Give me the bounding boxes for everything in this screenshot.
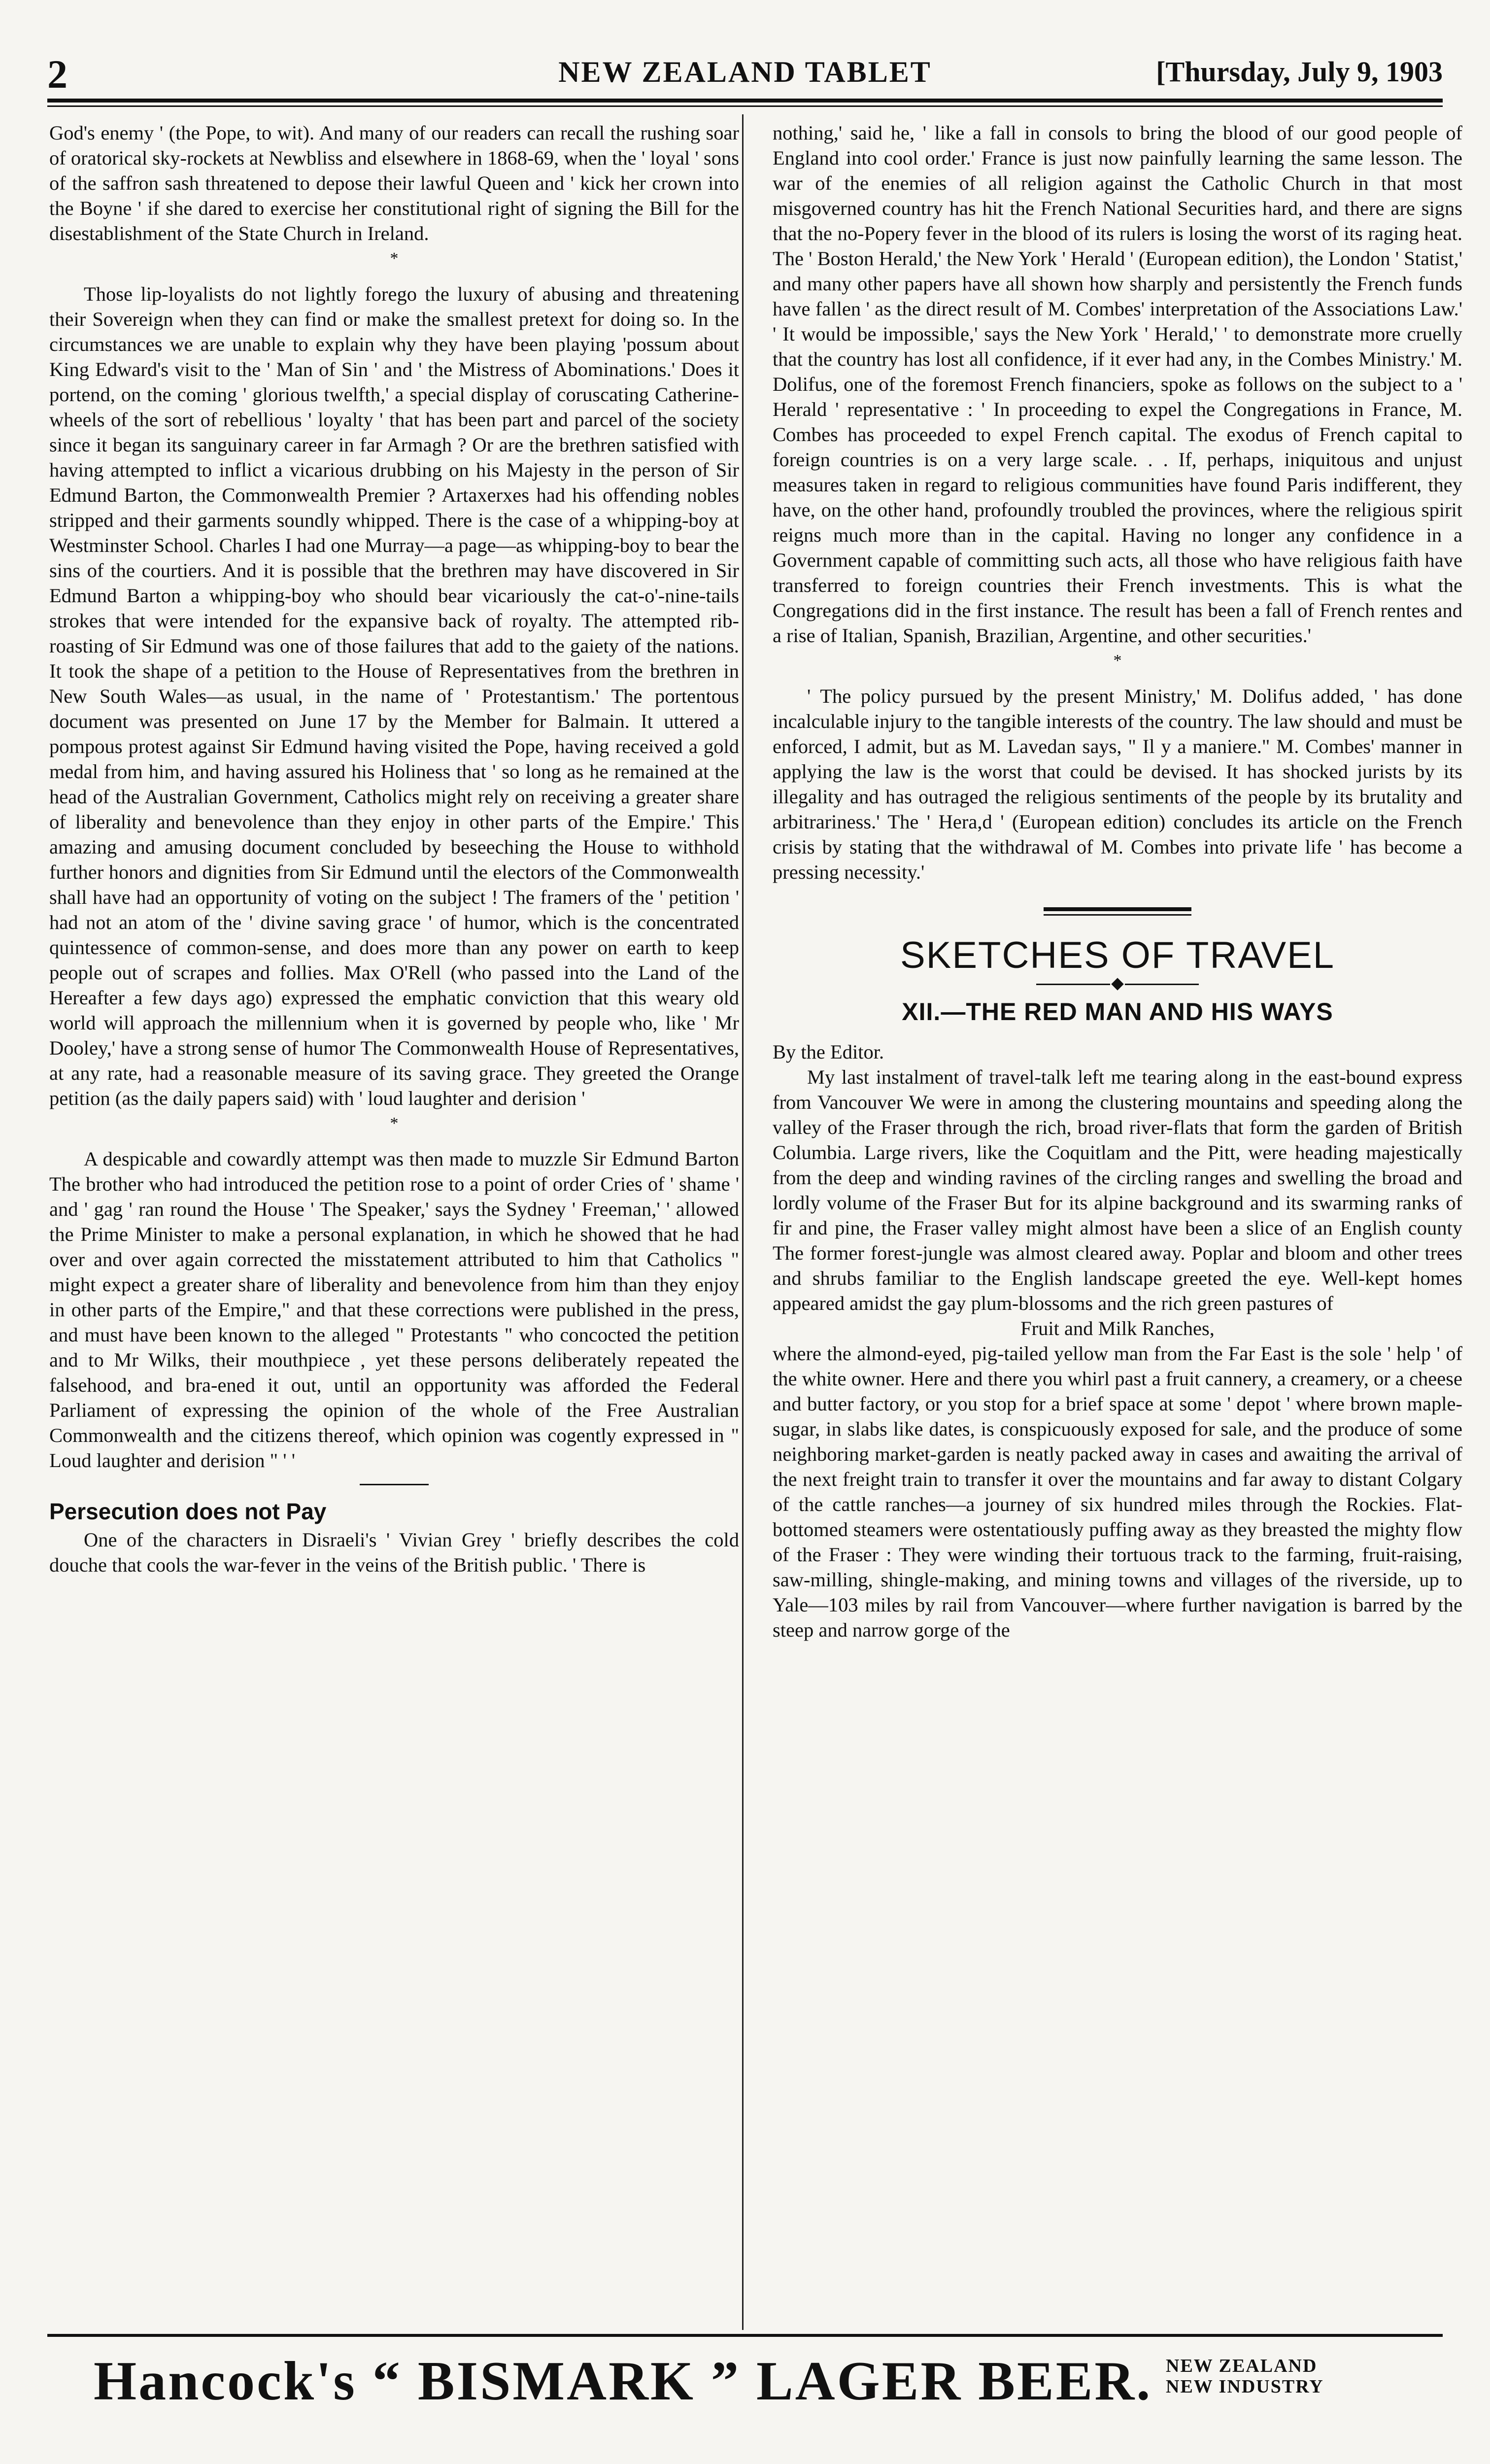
publication-title: NEW ZEALAND TABLET (558, 56, 932, 88)
divider-rule (360, 1484, 429, 1485)
section-rule-thin (1044, 914, 1191, 916)
section-heading: SKETCHES OF TRAVEL (900, 934, 1335, 976)
byline: By the Editor. (773, 1041, 884, 1063)
masthead-rule (47, 99, 1443, 103)
right-column (773, 120, 1462, 1643)
article-paragraph: God's enemy ' (the Pope, to wit). And many of our readers can recall the rushing soar of oratorical sky-rockets at Newbliss and elsewhere in 1868-69, when the ' loyal ' sons of the saffron sash threatened to depose their lawful Queen and ' kick her crown into the Boyne ' if she dared to exercise her constitutional right of signing the Bill for the disestablishment of the State Church in Ireland. (49, 122, 739, 244)
section-star: * (1113, 651, 1122, 670)
industry-line: NEW INDUSTRY (1166, 2376, 1324, 2397)
diamond-ornament-icon (1111, 978, 1123, 990)
industry-label (1166, 2356, 1324, 2397)
ornament-rule (773, 980, 1462, 989)
section-star: * (390, 1114, 399, 1132)
footer-rule (47, 2334, 1443, 2337)
article-paragraph: ' The policy pursued by the present Ministry,' M. Dolifus added, ' has done incalculable injury to the tangible interests of the country. The law should and must be enforced, I admit, but as M. Lavedan says, " Il y a maniere." M. Combes' manner in applying the law is the worst that could be devised. It has shocked jurists by its illegality and has outraged the religious sentiments of the people by its brutality and arbitrariness.' The ' Hera,d ' (European edition) concludes its article on the French crisis by stating that the withdrawal of M. Combes into private life ' has become a pressing necessity.' (773, 685, 1462, 883)
chapter-heading: XII.—THE RED MAN AND HIS WAYS (902, 998, 1333, 1026)
article-paragraph: One of the characters in Disraeli's ' Vivian Grey ' briefly describes the cold douche that cools the war-fever in the veins of the British public. ' There is (49, 1529, 739, 1576)
article-paragraph: nothing,' said he, ' like a fall in consols to bring the blood of our good people of England into cool order.' France is just now painfully learning the same lesson. The war of the enemies of all religion against the Catholic Church in that most misgoverned country has hit the French National Securities hard, and there are signs that the no-Popery fever in the blood of its rulers is losing the worst of its raging heat. The ' Boston Herald,' the New York ' Herald ' (European edition), the London ' Statist,' and many other papers have all shown how sharply and persistently the French funds have fallen ' as the direct result of M. Combes' interpretation of the Associations Law.' ' It would be impossible,' says the New York ' Herald,' ' to demonstrate more cruelly that the country has lost all confidence, if it ever had any, in the Combes Ministry.' M. Dolifus, one of the foremost French financiers, spoke as follows on the subject to a ' Herald ' representative : ' In proceeding to expel the Congregations in France, M. Combes has proceeded to expel French capital. The exodus of French capital to foreign countries is on a very large scale. . . If, perhaps, iniquitous and unjust measures taken in regard to religious communities have found Paris indifferent, they have, on the other hand, profoundly troubled the provinces, where the religious spirit reigns much more than in the capital. Having no longer any confidence in a Government capable of committing such acts, all those who have religious faith have transferred to foreign countries their French investments. This is what the Congregations did in the first instance. The result has been a fall of French rentes and a rise of Italian, Spanish, Brazilian, Argentine, and other securities.' (773, 122, 1462, 647)
masthead-rule-thin (47, 105, 1443, 107)
article-paragraph: Those lip-loyalists do not lightly forego the luxury of abusing and threatening their Sovereign when they can find or make the smallest pretext for doing so. In the circumstances we are unable to explain why they have been playing 'possum about King Edward's visit to the ' Man of Sin ' and ' the Mistress of Abominations.' Does it portend, on the coming ' glorious twelfth,' a special display of coruscating Catherine-wheels of the sort of rebellious ' loyalty ' that has been part and parcel of the society since it began its sanguinary career in far Armagh ? Or are the brethren satisfied with having attempted to inflict a vicarious drubbing on his Majesty in the person of Sir Edmund Barton, the Commonwealth Premier ? Artaxerxes had his offending nobles stripped and their garments soundly whipped. There is the case of a whipping-boy at Westminster School. Charles I had one Murray—a page—as whipping-boy to bear the sins of the courtiers. And it is possible that the brethren may have discovered in Sir Edmund Barton a whipping-boy who should bear vicariously the cat-o'-nine-tails strokes that were intended for the expansive back of royalty. The attempted rib-roasting of Sir Edmund was one of those failures that add to the gaiety of the nations. It took the shape of a petition to the House of Representatives from the brethren in New South Wales—as usual, in the name of ' Protestantism.' The portentous document was presented on June 17 by the Member for Balmain. It uttered a pompous protest against Sir Edmund having visited the Pope, having received a gold medal from him, and having assured his Holiness that ' so long as he remained at the head of the Australian Government, Catholics might rely on receiving a greater share of liberality and benevolence than they enjoy in other parts of the Empire.' This amazing and amusing document concluded by beseeching the House to withhold further honors and dignities from Sir Edmund until the electors of the Commonwealth shall have had an opportunity of voting on the subject ! The framers of the ' petition ' had not an atom of the ' divine saving grace ' of humor, which is the concentrated quintessence of common-sense, and does more than any power on earth to keep people out of scrapes and follies. Max O'Rell (who passed into the Land of the Hereafter a few days ago) expressed the emphatic conviction that this weary old world will approach the millennium when it is governed by people who, like ' Mr Dooley,' have a strong sense of humor The Commonwealth House of Representatives, at any rate, had a reasonable measure of its saving grace. They greeted the Orange petition (as the daily papers said) with ' loud laughter and derision ' (49, 283, 739, 1109)
left-column (49, 120, 739, 1577)
section-star: * (390, 249, 399, 268)
column-separator (742, 114, 744, 2330)
industry-line: NEW ZEALAND (1166, 2356, 1318, 2376)
subheading: Persecution does not Pay (49, 1499, 327, 1524)
masthead (47, 51, 1443, 101)
article-paragraph: A despicable and cowardly attempt was then made to muzzle Sir Edmund Barton The brother who had introduced the petition rose to a point of order Cries of ' shame ' and ' gag ' ran round the House ' The Speaker,' says the Sydney ' Freeman,' ' allowed the Prime Minister to make a personal explanation, in which he showed that he had over and over again corrected the misstatement attributed to him that Catholics " might expect a greater share of liberality and benevolence from him than they enjoy in other parts of the Empire," and that these corrections were published in the press, and must have been known to the alleged " Protestants " who concocted the petition and to Mr Wilks, their mouthpiece , yet these persons deliberately repeated the falsehood, and bra-ened it out, until an opportunity was afforded the Federal Parliament of expressing the opinion of the whole of the Free Australian Commonwealth and the citizens thereof, which opinion was cogently expressed in " Loud laughter and derision " ' ' (49, 1148, 739, 1472)
article-paragraph: where the almond-eyed, pig-tailed yellow man from the Far East is the sole ' help ' of the white owner. Here and there you whirl past a fruit cannery, a creamery, or a cheese and butter factory, or you stop for a brief space at some ' depot ' where brown maple-sugar, in slabs like dates, is conspicuously exposed for sale, and the produce of some neighboring market-garden is neatly packed away in cases and awaiting the arrival of the next freight train to transfer it over the mountains and far away to distant Colgary of the cattle ranches—a journey of six hundred miles through the Rockies. Flat-bottomed steamers were ostentatiously puffing away as they breasted the mighty flow of the Fraser : They were winding their tortuous track to the farming, fruit-raising, saw-milling, shingle-making, and mining towns and villages of the riverside, up to Yale—103 miles by rail from Vancouver—where further navigation is barred by the steep and narrow gorge of the (773, 1342, 1462, 1641)
page-number: 2 (47, 52, 68, 97)
inline-heading: Fruit and Milk Ranches, (1020, 1317, 1215, 1339)
issue-date: [Thursday, July 9, 1903 (1156, 56, 1443, 88)
advertisement: Hancock's “ BISMARK ” LAGER BEER. (94, 2351, 1152, 2412)
section-rule (1044, 907, 1191, 911)
article-paragraph: My last instalment of travel-talk left me tearing along in the east-bound express from Vancouver We were in among the clustering mountains and speeding along the valley of the Fraser through the rich, broad river-flats that form the garden of British Columbia. Large rivers, like the Coquitlam and the Pitt, were heading majestically from the deep and winding ravines of the circling ranges and swelling the broad and lordly volume of the Fraser But for its alpine background and its swarming ranks of fir and pine, the Fraser valley might almost have been a slice of an English county The former forest-jungle was almost cleared away. Poplar and bloom and other trees and shrubs familiar to the English landscape greeted the eye. Well-kept homes appeared amidst the gay plum-blossoms and the rich green pastures of (773, 1066, 1462, 1314)
